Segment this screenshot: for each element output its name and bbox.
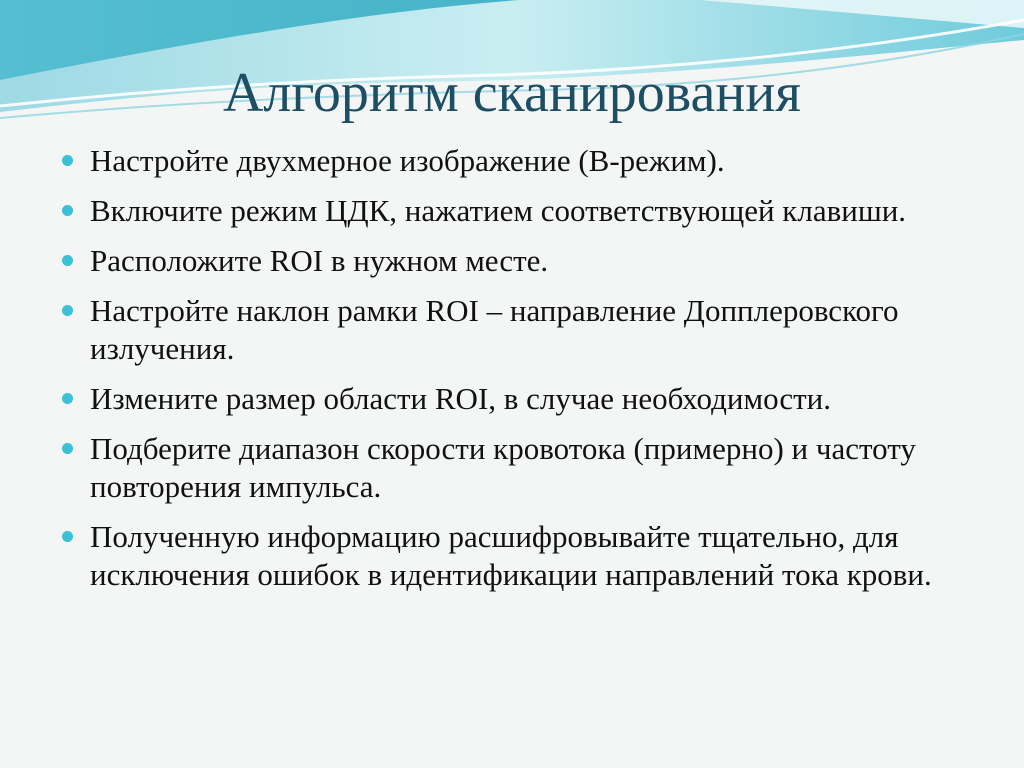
bullet-dot-icon — [62, 531, 73, 542]
list-item-text: Настройте наклон рамки ROI – направление Допплеровского излучения. — [90, 293, 899, 366]
list-item — [60, 192, 980, 230]
list-item-text: Подберите диапазон скорости кровотока (примерно) и частоту повторения импульса. — [90, 431, 916, 504]
list-item — [60, 380, 980, 418]
list-item-text: Расположите ROI в нужном месте. — [90, 243, 549, 278]
bullet-dot-icon — [62, 443, 73, 454]
bullet-dot-icon — [62, 205, 73, 216]
list-item-text: Полученную информацию расшифровывайте тщательно, для исключения ошибок в идентификации направлений тока крови. — [90, 519, 932, 592]
list-item-text: Включите режим ЦДК, нажатием соответствующей клавиши. — [90, 193, 907, 228]
slide-title: Алгоритм сканирования — [222, 62, 802, 124]
bullet-dot-icon — [62, 393, 73, 404]
list-item-text: Настройте двухмерное изображение (B-режим). — [90, 143, 725, 178]
list-item — [60, 518, 980, 594]
list-item-text: Измените размер области ROI, в случае необходимости. — [90, 381, 832, 416]
list-item — [60, 242, 980, 280]
bullet-dot-icon — [62, 155, 73, 166]
bullet-dot-icon — [62, 255, 73, 266]
bullet-list — [60, 142, 980, 606]
list-item — [60, 292, 980, 368]
list-item — [60, 430, 980, 506]
bullet-dot-icon — [62, 305, 73, 316]
list-item — [60, 142, 980, 180]
